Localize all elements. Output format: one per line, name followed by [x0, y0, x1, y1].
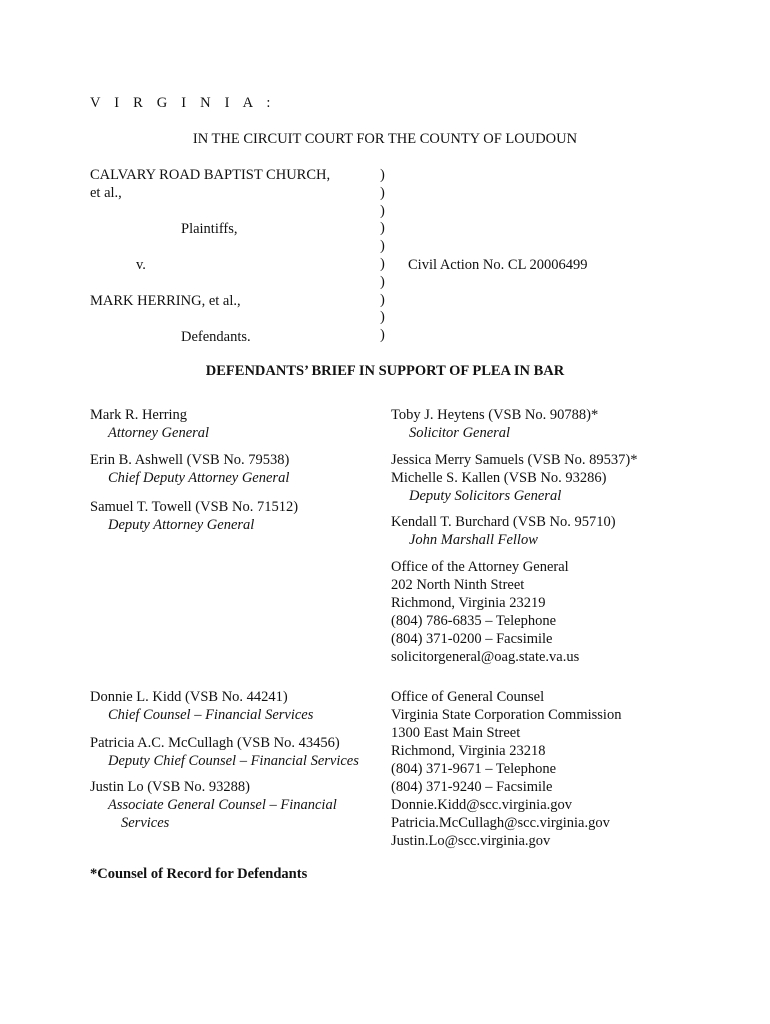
plaintiff-name: CALVARY ROAD BAPTIST CHURCH,: [90, 167, 331, 183]
caption-spacer: [90, 238, 380, 256]
counsel-title: Chief Counsel – Financial Services: [108, 707, 314, 723]
address-line: Richmond, Virginia 23219: [391, 595, 546, 611]
caption-paren-column: [380, 166, 394, 344]
brief-title: DEFENDANTS’ BRIEF IN SUPPORT OF PLEA IN BAR: [205, 363, 565, 379]
address-line: 1300 East Main Street: [391, 725, 521, 741]
counsel-title: Services: [121, 815, 170, 831]
caption-paren: ): [380, 238, 385, 255]
plaintiff-etal: et al.,: [90, 185, 122, 201]
counsel-name: Samuel T. Towell (VSB No. 71512): [90, 499, 299, 515]
caption-paren: ): [380, 220, 385, 237]
telephone-line: (804) 786-6835 – Telephone: [391, 613, 557, 629]
counsel-entry: [90, 688, 313, 724]
caption-paren: ): [380, 309, 385, 326]
counsel-entry: [90, 734, 359, 770]
telephone-line: (804) 371-9671 – Telephone: [391, 761, 557, 777]
counsel-title: Deputy Chief Counsel – Financial Services: [108, 753, 359, 769]
address-line: Richmond, Virginia 23218: [391, 743, 546, 759]
counsel-title: Attorney General: [108, 425, 210, 441]
counsel-title: Deputy Solicitors General: [409, 488, 562, 504]
versus-label: v.: [136, 257, 146, 273]
email-line: Justin.Lo@scc.virginia.gov: [391, 833, 551, 849]
case-caption-parties: [90, 166, 380, 346]
civil-action-number: Civil Action No. CL 20006499: [408, 257, 588, 273]
address-line: Office of General Counsel: [391, 689, 545, 705]
email-line: Donnie.Kidd@scc.virginia.gov: [391, 797, 573, 813]
counsel-entry: [391, 451, 637, 505]
counsel-name: Michelle S. Kallen (VSB No. 93286): [391, 470, 607, 486]
counsel-name: Mark R. Herring: [90, 407, 188, 423]
counsel-title: Chief Deputy Attorney General: [108, 470, 290, 486]
counsel-of-record-note: *Counsel of Record for Defendants: [90, 866, 308, 882]
caption-paren: ): [380, 273, 385, 290]
caption-paren: ): [380, 202, 385, 219]
caption-paren: ): [380, 291, 385, 308]
caption-paren: ): [380, 255, 385, 272]
email-line: solicitorgeneral@oag.state.va.us: [391, 649, 580, 665]
counsel-entry: [90, 406, 209, 442]
scc-address: [391, 688, 621, 850]
counsel-title: Solicitor General: [409, 425, 511, 441]
facsimile-line: (804) 371-9240 – Facsimile: [391, 779, 553, 795]
attorney-general-address: [391, 558, 579, 666]
counsel-name: Kendall T. Burchard (VSB No. 95710): [391, 514, 616, 530]
caption-spacer: [90, 310, 380, 328]
caption-spacer: [90, 274, 380, 292]
counsel-entry: [391, 406, 598, 442]
caption-spacer: [90, 202, 380, 220]
counsel-name: Justin Lo (VSB No. 93288): [90, 779, 250, 795]
caption-paren: ): [380, 327, 385, 344]
plaintiff-role: Plaintiffs,: [181, 221, 238, 237]
counsel-entry: [90, 778, 337, 832]
court-heading: IN THE CIRCUIT COURT FOR THE COUNTY OF LOUDOUN: [192, 131, 578, 147]
defendant-name: MARK HERRING, et al.,: [90, 293, 241, 309]
state-heading: V I R G I N I A :: [90, 95, 276, 111]
counsel-title: Associate General Counsel – Financial: [108, 797, 337, 813]
counsel-entry: [90, 498, 298, 534]
counsel-title: Deputy Attorney General: [108, 517, 255, 533]
counsel-name: Erin B. Ashwell (VSB No. 79538): [90, 452, 290, 468]
counsel-name: Patricia A.C. McCullagh (VSB No. 43456): [90, 735, 340, 751]
counsel-title: John Marshall Fellow: [409, 532, 538, 548]
address-line: 202 North Ninth Street: [391, 577, 525, 593]
counsel-name: Jessica Merry Samuels (VSB No. 89537)*: [391, 452, 638, 468]
defendant-role: Defendants.: [181, 329, 251, 345]
counsel-entry: [90, 451, 289, 487]
caption-paren: ): [380, 184, 385, 201]
address-line: Virginia State Corporation Commission: [391, 707, 622, 723]
counsel-name: Donnie L. Kidd (VSB No. 44241): [90, 689, 288, 705]
caption-paren: ): [380, 167, 385, 183]
email-line: Patricia.McCullagh@scc.virginia.gov: [391, 815, 610, 831]
counsel-name: Toby J. Heytens (VSB No. 90788)*: [391, 407, 599, 423]
address-line: Office of the Attorney General: [391, 559, 569, 575]
facsimile-line: (804) 371-0200 – Facsimile: [391, 631, 553, 647]
counsel-entry: [391, 513, 616, 549]
